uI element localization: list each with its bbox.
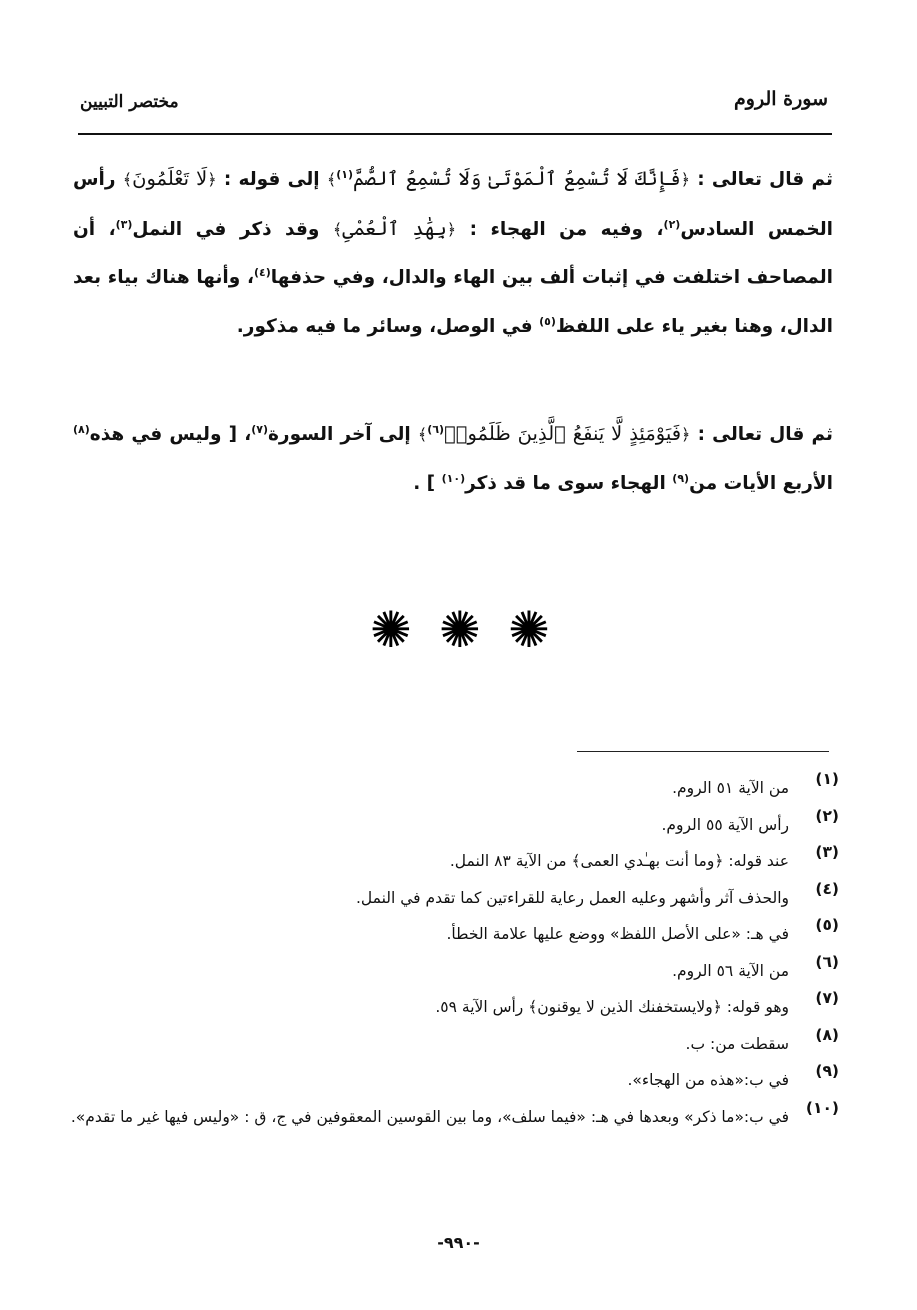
footnote-number: (٣) xyxy=(815,843,839,861)
footnote-text: من الآية ٥٦ الروم. xyxy=(672,961,789,980)
footnote-number: (٩) xyxy=(815,1062,839,1080)
footnote-item xyxy=(69,953,839,990)
footnote-text: سقطت من: ب. xyxy=(685,1034,789,1053)
footnote-item xyxy=(69,807,839,844)
quran-verse: فَيَوْمَئِذٍ لَّا يَنفَعُ ٱلَّذِينَ ظَلَمُوا۟ xyxy=(444,422,682,445)
footnote-rule xyxy=(577,751,829,752)
intro-text: ثم قال تعالى : xyxy=(697,169,833,190)
starburst-icon: ✺ xyxy=(370,601,412,659)
footnote-marker: (٩) xyxy=(672,471,690,485)
body-text: إلى آخر السورة xyxy=(268,424,411,445)
body-text: الأربع الأيات من xyxy=(689,472,833,494)
header-rule xyxy=(78,133,832,135)
footnote-marker: (٤) xyxy=(254,265,271,279)
footnote-marker: (٧) xyxy=(251,422,269,436)
body-text: ، وأنها هناك بياء بعد الدال، وهنا بغير ياء على اللفظ xyxy=(73,267,833,337)
running-header xyxy=(78,88,830,128)
footnote-item xyxy=(69,916,839,953)
footnote-number: (٧) xyxy=(815,989,839,1007)
body-text: ، وفيه من الهجاء : xyxy=(469,218,664,240)
footnote-marker: (٥) xyxy=(539,314,556,328)
page-number: -٩٩٠- xyxy=(437,1233,480,1252)
footnote-item xyxy=(69,1026,839,1063)
footnote-item xyxy=(69,1062,839,1099)
footnote-marker: (٨) xyxy=(73,422,90,436)
footnote-item xyxy=(69,770,839,807)
footnote-number: (١) xyxy=(815,770,839,788)
starburst-icon: ✺ xyxy=(439,601,481,659)
footnote-number: (٥) xyxy=(815,916,839,934)
intro-text: ثم قال تعالى : xyxy=(697,424,833,445)
footnote-text: عند قوله: ﴿وما أنت بهـٰدي العمى﴾ من الآية ٨٣ النمل. xyxy=(449,852,789,870)
body-text: الهجاء سوى ما قد ذكر xyxy=(465,472,666,494)
footnote-marker: (١) xyxy=(336,167,354,181)
surah-title: سورة الروم xyxy=(734,88,828,110)
footnote-marker: (١٠) xyxy=(441,471,466,485)
footnote-number: (١٠) xyxy=(805,1098,839,1117)
ornate-bracket-close: ﴾ xyxy=(122,170,133,189)
footnote-number: (٦) xyxy=(815,952,839,971)
footnote-marker: (٣) xyxy=(115,217,133,231)
ornate-bracket-close: ﴾ xyxy=(332,219,343,239)
ornate-bracket-open: ﴿ xyxy=(207,170,217,189)
body-text: ، [ وليس في هذه xyxy=(89,424,252,445)
body-text: رأس الخمس السادس xyxy=(73,169,834,240)
main-paragraph-1 xyxy=(73,155,833,351)
footnote-item xyxy=(69,1099,839,1136)
footnote-item xyxy=(69,989,839,1026)
ornate-bracket-close: ﴾ xyxy=(326,170,337,189)
body-text: وقد ذكر في النمل xyxy=(132,218,320,240)
ornate-bracket-open: ﴿ xyxy=(681,425,691,444)
footnote-text: في هـ: «على الأصل اللفظ» ووضع عليها علامة الخطأ. xyxy=(446,925,789,943)
footnote-marker: (٦) xyxy=(427,422,445,436)
footnote-item xyxy=(69,880,839,917)
body-text: ، أن المصاحف اختلفت في إثبات ألف بين الهاء والدال، وفي حذفها xyxy=(73,218,833,288)
footnote-text: في ب:«ما ذكر» وبعدها في هـ: «فيما سلف»، وما بين القوسين المعقوفين في ج، ق : «وليس فيها غير ما تقدم». xyxy=(70,1107,789,1126)
footnote-text: من الآية ٥١ الروم. xyxy=(672,779,789,797)
book-title: مختصر التبيين xyxy=(80,92,179,112)
quran-verse: فَإِنَّكَ لَا تُسْمِعُ ٱلْمَوْتَىٰ وَلَا تُسْمِعُ ٱلصُّمَّ xyxy=(353,167,681,190)
footnotes-list xyxy=(69,770,839,1135)
footnote-item xyxy=(69,843,839,880)
main-paragraph-2 xyxy=(73,410,833,508)
to-saying-text: إلى قوله : xyxy=(223,169,320,190)
footnote-number: (٨) xyxy=(815,1025,839,1044)
quran-verse: بِهَٰدِ ٱلْعُمْىِ xyxy=(342,216,447,240)
body-text: ] . xyxy=(413,472,436,494)
section-separator xyxy=(370,600,550,660)
ornate-bracket-open: ﴿ xyxy=(446,219,457,239)
footnote-marker: (٢) xyxy=(663,217,681,231)
body-text: في الوصل، وسائر ما فيه مذكور. xyxy=(236,315,533,337)
ornate-bracket-open: ﴿ xyxy=(680,170,691,189)
starburst-icon: ✺ xyxy=(508,601,550,659)
footnote-text: والحذف آثر وأشهر وعليه العمل رعاية للقراءتين كما تقدم في النمل. xyxy=(355,888,789,907)
footnote-number: (٤) xyxy=(815,879,839,898)
footnote-number: (٢) xyxy=(815,806,839,825)
ornate-bracket-close: ﴾ xyxy=(417,425,428,444)
footnote-text: وهو قوله: ﴿ولايستخفنك الذين لا يوقنون﴾ رأس الآية ٥٩. xyxy=(435,998,789,1016)
quran-verse: لَا تَعْلَمُونَ xyxy=(132,167,208,190)
footnote-text: رأس الآية ٥٥ الروم. xyxy=(661,815,789,834)
footnote-text: في ب:«هذه من الهجاء». xyxy=(627,1071,789,1089)
